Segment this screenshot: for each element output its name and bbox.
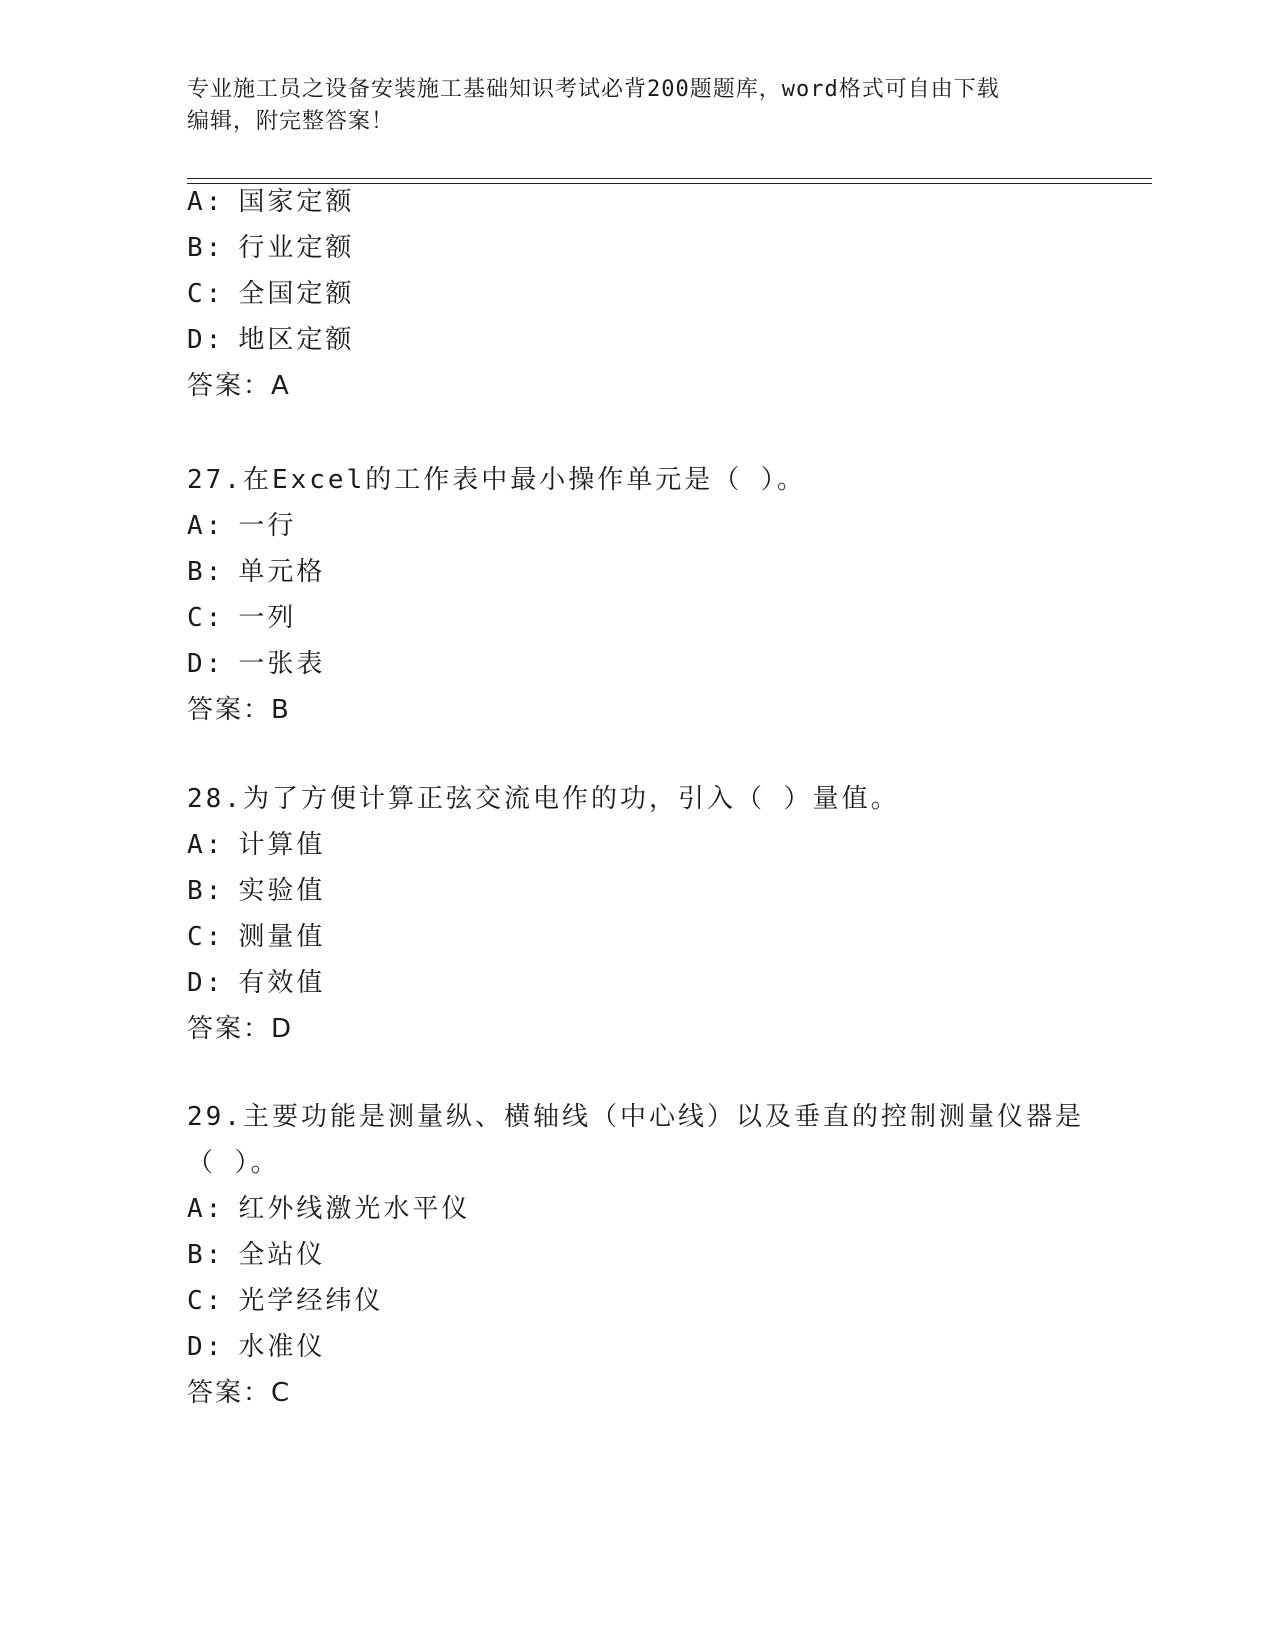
option-key: A: — [187, 830, 225, 860]
option-text: 有效值 — [238, 968, 326, 998]
answer-line: 答案：B — [187, 695, 291, 725]
option-text: 全国定额 — [238, 279, 355, 309]
option-b — [187, 225, 1137, 271]
question-28 — [187, 776, 1137, 1052]
option-key: C: — [187, 922, 225, 952]
option-key: D: — [187, 325, 225, 355]
answer-line: 答案：C — [187, 1378, 292, 1408]
option-text: 一行 — [238, 511, 297, 541]
option-text: 地区定额 — [238, 325, 355, 355]
option-key: B: — [187, 876, 225, 906]
option-text: 单元格 — [238, 557, 326, 587]
option-c — [187, 914, 1137, 960]
option-key: D: — [187, 649, 225, 679]
option-d — [187, 641, 1137, 687]
option-a — [187, 503, 1137, 549]
option-d — [187, 960, 1137, 1006]
option-text: 测量值 — [238, 922, 326, 952]
option-text: 实验值 — [238, 876, 326, 906]
question-26 — [187, 179, 1137, 409]
option-text: 行业定额 — [238, 233, 355, 263]
option-a — [187, 822, 1137, 868]
question-27 — [187, 457, 1137, 733]
option-b — [187, 868, 1137, 914]
option-key: B: — [187, 233, 225, 263]
option-b — [187, 1232, 1137, 1278]
option-text: 国家定额 — [238, 187, 355, 217]
option-key: C: — [187, 1286, 225, 1316]
option-b — [187, 549, 1137, 595]
answer-line: 答案：D — [187, 1014, 294, 1044]
option-c — [187, 271, 1137, 317]
option-key: D: — [187, 968, 225, 998]
option-d — [187, 1324, 1137, 1370]
question-text: 27.在Excel的工作表中最小操作单元是（ ）。 — [187, 465, 806, 495]
option-key: D: — [187, 1332, 225, 1362]
option-text: 一张表 — [238, 649, 326, 679]
option-c — [187, 1278, 1137, 1324]
option-c — [187, 595, 1137, 641]
document-header — [187, 74, 1087, 138]
option-text: 水准仪 — [238, 1332, 326, 1362]
header-title-line-1: 专业施工员之设备安装施工基础知识考试必背200题题库，word格式可自由下载 — [187, 77, 1000, 102]
question-text: 28.为了方便计算正弦交流电作的功，引入（ ）量值。 — [187, 784, 900, 814]
option-text: 计算值 — [238, 830, 326, 860]
option-key: A: — [187, 1194, 225, 1224]
option-key: A: — [187, 187, 225, 217]
option-text: 光学经纬仪 — [238, 1286, 384, 1316]
option-d — [187, 317, 1137, 363]
option-text: 红外线激光水平仪 — [238, 1194, 471, 1224]
option-a — [187, 179, 1137, 225]
option-key: C: — [187, 603, 225, 633]
question-text: 29.主要功能是测量纵、横轴线（中心线）以及垂直的控制测量仪器是（ ）。 — [187, 1102, 1084, 1178]
option-key: A: — [187, 511, 225, 541]
option-key: C: — [187, 279, 225, 309]
header-title-line-2: 编辑，附完整答案！ — [187, 109, 395, 134]
option-key: B: — [187, 557, 225, 587]
question-29 — [187, 1094, 1137, 1416]
option-key: B: — [187, 1240, 225, 1270]
answer-line: 答案：A — [187, 371, 291, 401]
option-a — [187, 1186, 1137, 1232]
option-text: 一列 — [238, 603, 297, 633]
option-text: 全站仪 — [238, 1240, 326, 1270]
